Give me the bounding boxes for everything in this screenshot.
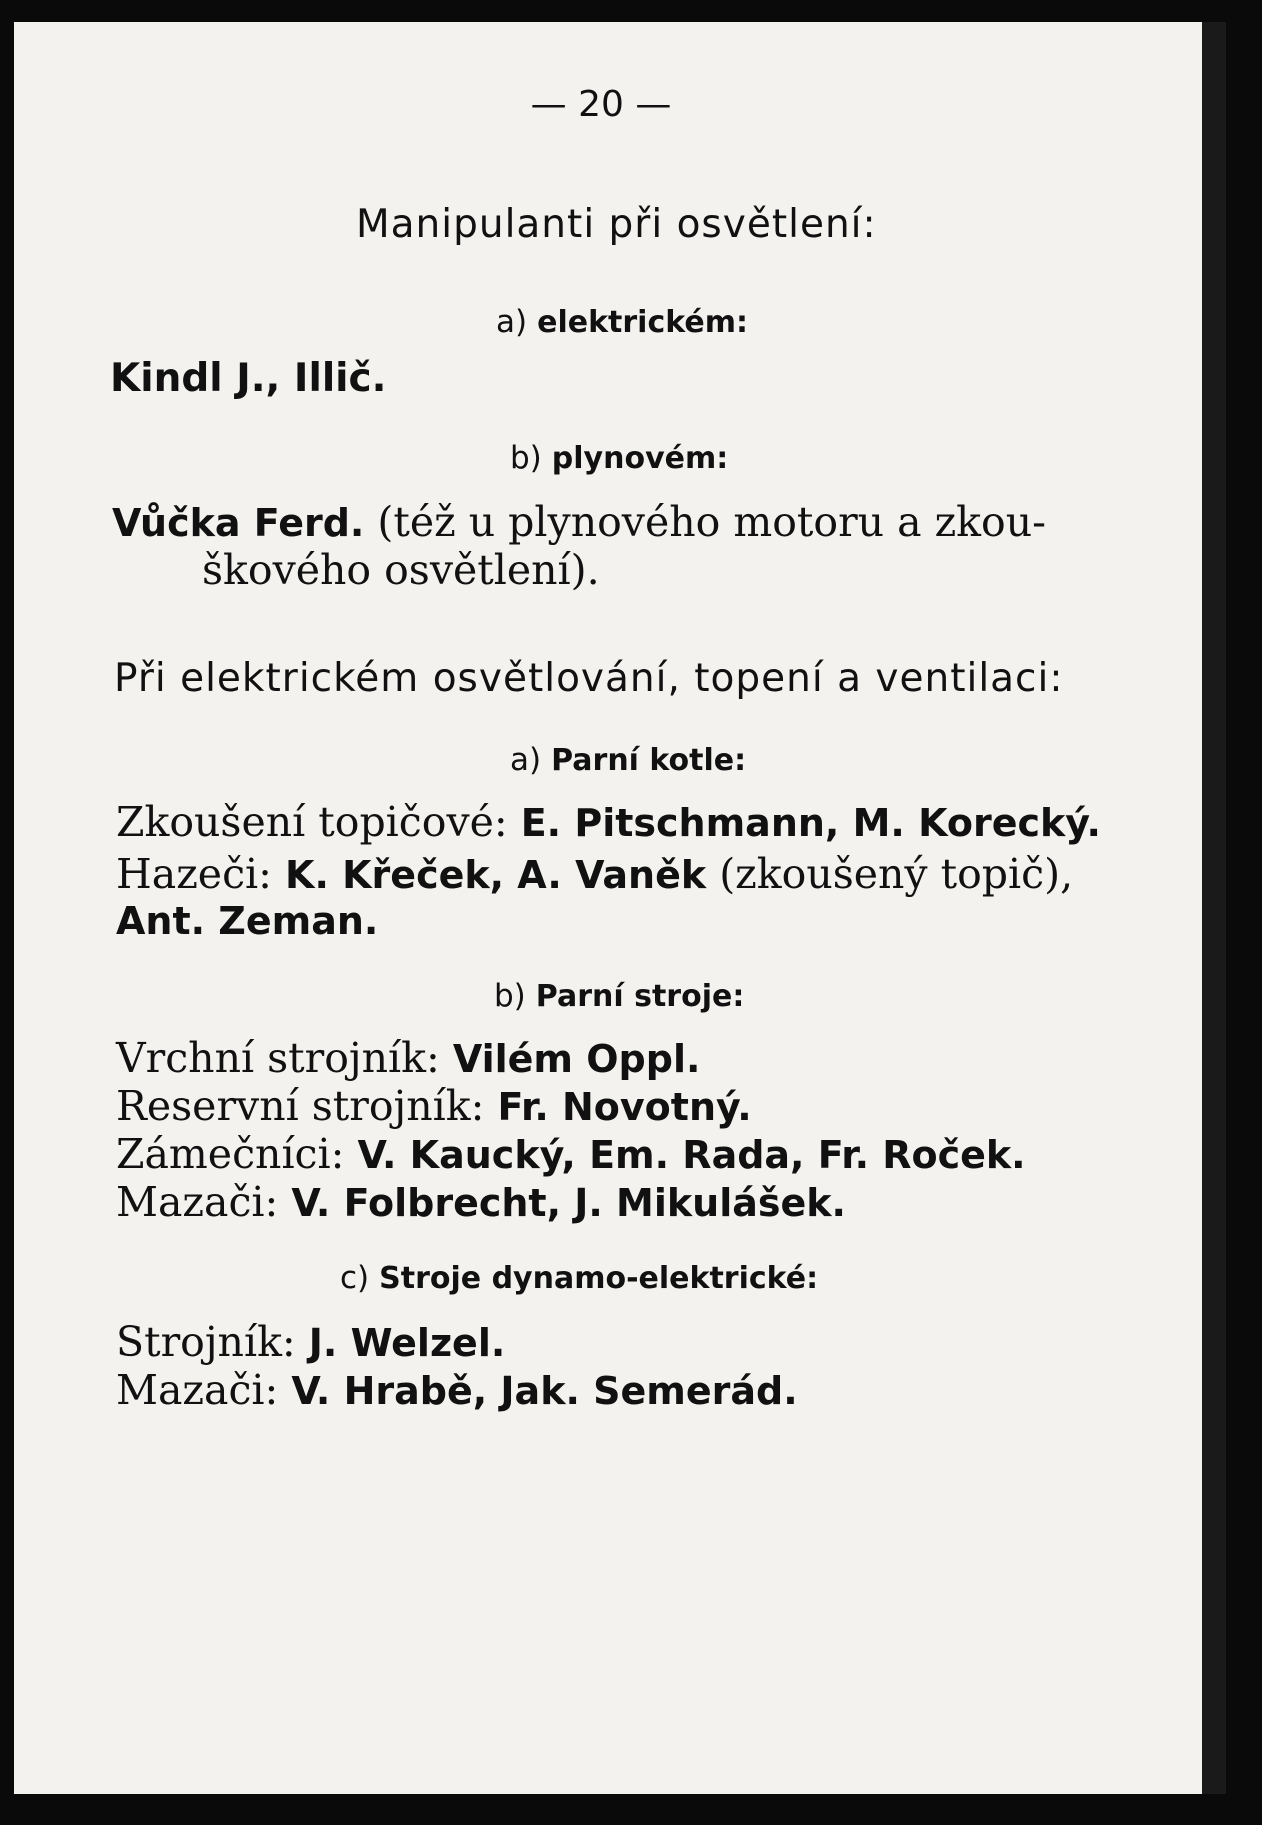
- line-kindl: Kindl J., Illič.: [110, 356, 387, 401]
- names-value: V. Hrabě, Jak. Semerád.: [291, 1369, 798, 1413]
- subheading-title: elektrickém:: [537, 305, 748, 340]
- subheading-label: b): [494, 978, 526, 1014]
- names-value: V. Kaucký, Em. Rada, Fr. Roček.: [357, 1133, 1026, 1177]
- line-vucka: [112, 496, 1046, 550]
- role-label: Mazači:: [116, 1366, 292, 1414]
- role-label: Zámečníci:: [116, 1130, 358, 1178]
- role-label: Vrchní strojník:: [116, 1034, 453, 1082]
- document-page: [14, 22, 1226, 1794]
- stroje-line-vrchni: [116, 1032, 700, 1086]
- line-vucka-continued: škového osvětlení).: [202, 546, 600, 594]
- role-label: Zkoušení topičové:: [116, 798, 521, 846]
- names-value: E. Pitschmann, M. Korecký.: [520, 801, 1101, 845]
- subheading-b-parni-stroje: [494, 978, 744, 1014]
- subheading-label: a): [510, 742, 542, 778]
- subheading-label: c): [340, 1260, 370, 1296]
- stroje-line-mazaci: [116, 1176, 846, 1230]
- page-number: — 20 —: [530, 84, 672, 125]
- names-value: Fr. Novotný.: [497, 1085, 752, 1129]
- heading-manipulanti: Manipulanti při osvětlení:: [356, 202, 877, 247]
- note-text: (též u plynového motoru a zkou-: [364, 498, 1046, 546]
- stroje-line-reservni: [116, 1080, 752, 1134]
- role-label: Mazači:: [116, 1178, 292, 1226]
- names-value: V. Folbrecht, J. Mikulášek.: [291, 1181, 846, 1225]
- note-text: (zkoušený topič),: [706, 850, 1074, 898]
- subheading-a-elektrickem: [496, 304, 748, 340]
- subheading-title: Parní stroje:: [535, 979, 745, 1014]
- subheading-label: b): [510, 440, 542, 476]
- subheading-b-plynovem: [510, 440, 728, 476]
- subheading-c-dynamo: [340, 1260, 818, 1296]
- names-value: Vilém Oppl.: [452, 1037, 701, 1081]
- role-label: Strojník:: [116, 1318, 309, 1366]
- stroje-line-zamecnici: [116, 1128, 1026, 1182]
- person-name: Vůčka Ferd.: [112, 501, 365, 545]
- dynamo-line-mazaci: [116, 1364, 798, 1418]
- dynamo-line-strojnik: [116, 1316, 505, 1370]
- subheading-title: Parní kotle:: [551, 743, 747, 778]
- subheading-a-parni-kotle: [510, 742, 746, 778]
- kotle-line-zkouseni: [116, 796, 1101, 850]
- subheading-title: plynovém:: [551, 441, 729, 476]
- names-value: Ant. Zeman.: [116, 899, 379, 943]
- names-value: K. Křeček, A. Vaněk: [285, 853, 707, 897]
- subheading-label: a): [496, 304, 528, 340]
- subheading-title: Stroje dynamo-elektrické:: [379, 1261, 819, 1296]
- kotle-line-zeman: [116, 894, 378, 948]
- page-edge-shadow: [1202, 22, 1226, 1794]
- role-label: Hazeči:: [116, 850, 285, 898]
- role-label: Reservní strojník:: [116, 1082, 498, 1130]
- heading-elektrickem-osvetlovani: Při elektrickém osvětlování, topení a ventilaci:: [114, 656, 1064, 701]
- names-value: J. Welzel.: [308, 1321, 506, 1365]
